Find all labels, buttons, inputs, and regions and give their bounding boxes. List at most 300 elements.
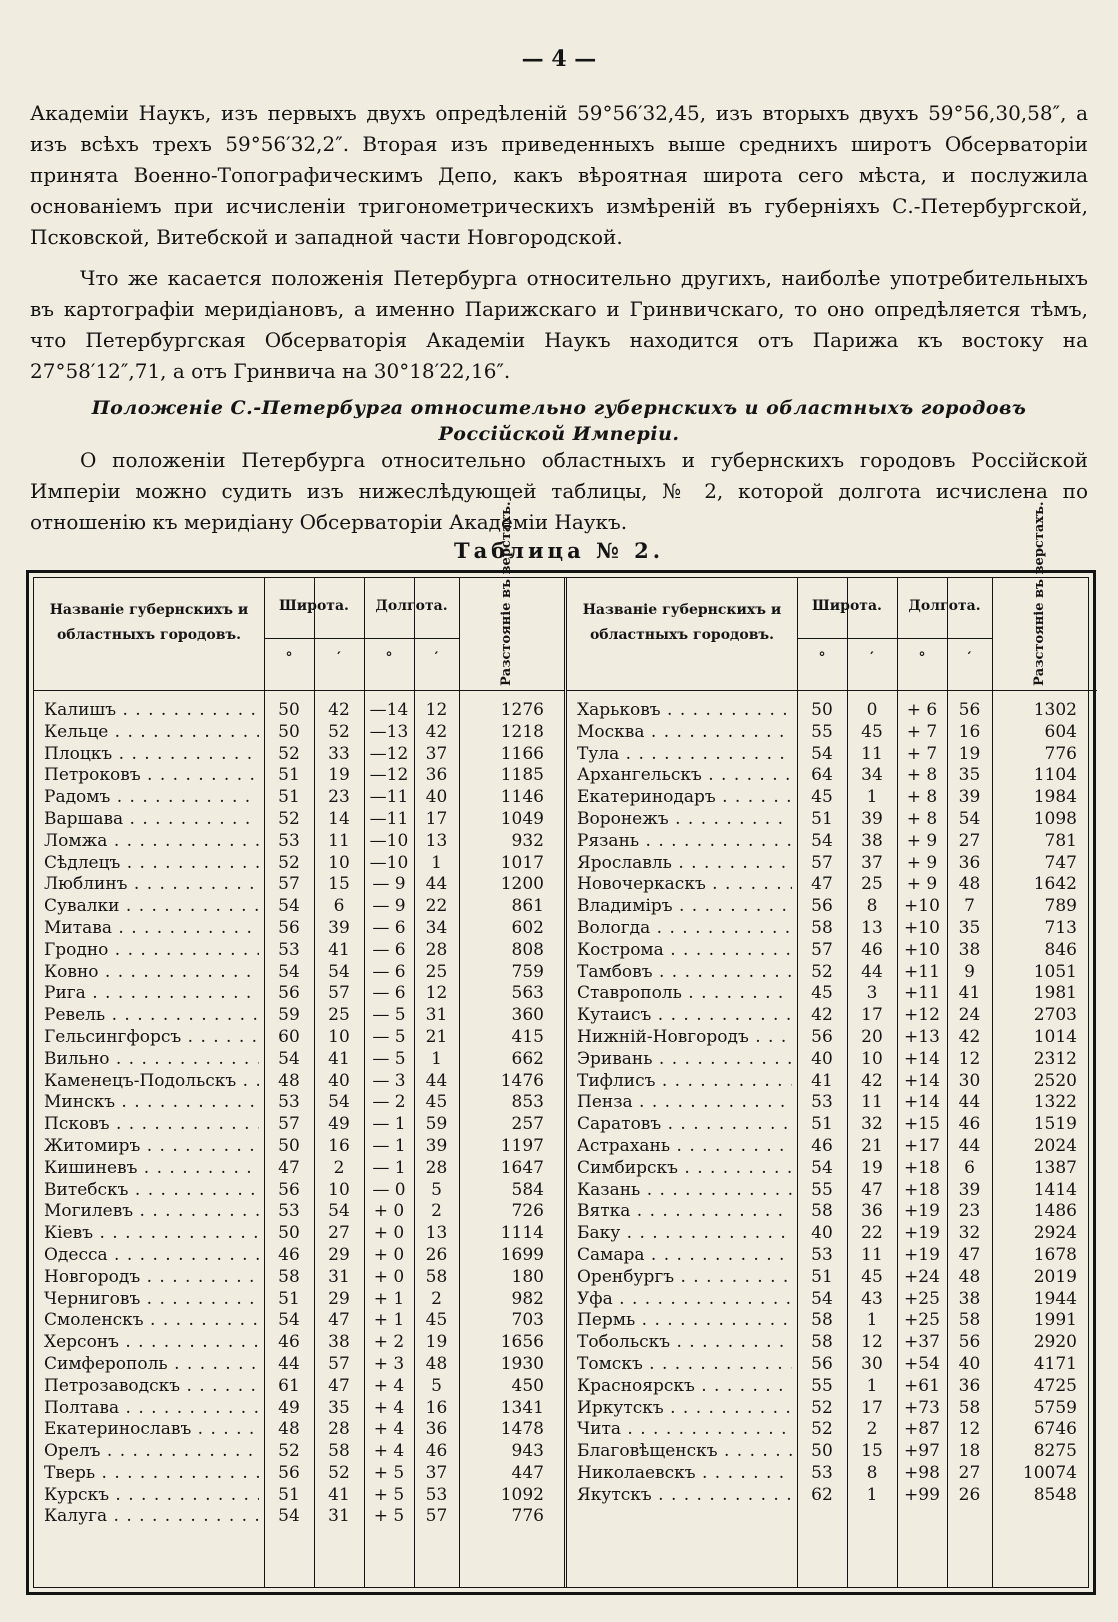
longitude-degrees: + 5 (373, 1506, 405, 1527)
longitude-degrees: +87 (904, 1419, 940, 1440)
longitude-minutes: 37 (425, 1462, 448, 1483)
latitude-degrees: 56 (811, 896, 833, 917)
latitude-degrees: 42 (811, 1005, 833, 1026)
table-row (34, 1049, 564, 1071)
distance-versts: 1014 (1033, 1026, 1077, 1047)
latitude-degrees: 56 (278, 1179, 300, 1200)
table-row (34, 1267, 564, 1289)
table-row (567, 1158, 1097, 1180)
city-name: Черниговъ . . . (44, 1289, 259, 1311)
longitude-degrees: + 8 (906, 765, 938, 786)
longitude-degrees: + 4 (373, 1441, 405, 1462)
distance-versts: 853 (511, 1092, 544, 1113)
table-row (34, 853, 564, 875)
latitude-minutes: 11 (861, 1244, 883, 1265)
latitude-minutes: 19 (861, 1157, 883, 1178)
longitude-minutes: 48 (958, 874, 981, 895)
table-row (567, 1310, 1097, 1332)
longitude-degrees: +11 (904, 983, 940, 1004)
city-name: Плоцкъ . . . (44, 744, 259, 766)
table-row (567, 1267, 1097, 1289)
city-name: Тобольскъ . . . (577, 1332, 792, 1354)
longitude-minutes: 36 (958, 1375, 981, 1396)
city-name: Томскъ . . . (577, 1354, 792, 1376)
latitude-degrees: 51 (278, 1288, 300, 1309)
distance-versts: 1678 (1033, 1244, 1077, 1265)
longitude-degrees: — 5 (372, 1026, 406, 1047)
table-row (34, 1005, 564, 1027)
distance-versts: 1322 (1033, 1092, 1077, 1113)
latitude-minutes: 42 (328, 700, 350, 720)
latitude-minutes: 15 (328, 874, 350, 895)
longitude-minutes: 48 (958, 1266, 981, 1287)
longitude-minutes: 38 (958, 939, 981, 960)
longitude-minutes: 36 (425, 1419, 448, 1440)
distance-versts: 1642 (1033, 874, 1077, 895)
distance-versts: 1114 (500, 1223, 544, 1244)
latitude-minutes: 30 (861, 1353, 883, 1374)
header-longitude: Долгота. (375, 598, 448, 614)
table-row (34, 765, 564, 787)
latitude-minutes: 31 (328, 1266, 350, 1287)
longitude-degrees: + 0 (373, 1201, 405, 1222)
table-row (567, 831, 1097, 853)
longitude-minutes: 26 (425, 1244, 448, 1265)
latitude-minutes: 12 (861, 1332, 883, 1353)
distance-versts: 713 (1044, 917, 1077, 938)
longitude-degrees: +25 (904, 1310, 940, 1331)
latitude-degrees: 58 (811, 917, 833, 938)
latitude-minutes: 15 (861, 1441, 883, 1462)
header-lon-minutes: ′ (967, 650, 972, 666)
latitude-minutes: 21 (861, 1135, 883, 1156)
longitude-minutes: 41 (958, 983, 981, 1004)
longitude-degrees: —11 (369, 787, 409, 808)
distance-versts: 6746 (1033, 1419, 1077, 1440)
latitude-minutes: 49 (328, 1114, 350, 1135)
longitude-minutes: 5 (431, 1375, 442, 1396)
longitude-degrees: +11 (904, 961, 940, 982)
city-name: Баку . . . (577, 1223, 792, 1245)
city-name: Калуга . . . (44, 1506, 259, 1528)
latitude-minutes: 8 (866, 896, 878, 917)
latitude-degrees: 59 (278, 1005, 300, 1026)
header-lat-degrees: ° (285, 650, 293, 666)
table-body (34, 700, 564, 1528)
table-row (34, 1289, 564, 1311)
latitude-minutes: 32 (861, 1114, 883, 1135)
city-name: Псковъ . . . (44, 1114, 259, 1136)
city-name: Митава . . . (44, 918, 259, 940)
latitude-minutes: 10 (328, 1026, 350, 1047)
header-lon-degrees: ° (385, 650, 393, 666)
distance-versts: 1476 (500, 1070, 544, 1091)
subheader-divider (797, 638, 992, 639)
distance-versts: 1387 (1033, 1157, 1077, 1178)
longitude-degrees: + 0 (373, 1266, 405, 1287)
longitude-degrees: + 7 (906, 743, 938, 764)
longitude-minutes: 19 (425, 1332, 448, 1353)
longitude-minutes: 39 (958, 1179, 981, 1200)
longitude-degrees: +25 (904, 1288, 940, 1309)
table-row (34, 1506, 564, 1528)
latitude-degrees: 50 (278, 1135, 300, 1156)
city-name: Симбирскъ . . . (577, 1158, 792, 1180)
city-name: Одесса . . . (44, 1245, 259, 1267)
longitude-minutes: 13 (425, 1223, 448, 1244)
longitude-degrees: +14 (904, 1070, 940, 1091)
latitude-degrees: 40 (811, 1048, 833, 1069)
longitude-minutes: 21 (425, 1026, 448, 1047)
latitude-degrees: 55 (811, 1179, 833, 1200)
distance-versts: 1930 (500, 1353, 544, 1374)
latitude-minutes: 29 (328, 1288, 350, 1309)
table-row (567, 722, 1097, 744)
latitude-minutes: 1 (866, 787, 878, 808)
distance-versts: 1197 (500, 1135, 544, 1156)
city-name: Сувалки . . . (44, 896, 259, 918)
latitude-degrees: 49 (278, 1397, 300, 1418)
latitude-degrees: 60 (278, 1026, 300, 1047)
latitude-degrees: 48 (278, 1070, 300, 1091)
latitude-minutes: 17 (861, 1397, 883, 1418)
longitude-degrees: — 5 (372, 1048, 406, 1069)
city-name: Гродно . . . (44, 940, 259, 962)
latitude-minutes: 39 (328, 917, 350, 938)
latitude-degrees: 53 (278, 1092, 300, 1113)
longitude-minutes: 56 (958, 1332, 981, 1353)
latitude-degrees: 53 (811, 1244, 833, 1265)
latitude-minutes: 52 (328, 721, 350, 742)
latitude-minutes: 54 (328, 1201, 350, 1222)
longitude-degrees: +24 (904, 1266, 940, 1287)
longitude-minutes: 30 (958, 1070, 981, 1091)
distance-versts: 759 (511, 961, 544, 982)
latitude-degrees: 45 (811, 983, 833, 1004)
latitude-minutes: 52 (328, 1462, 350, 1483)
longitude-minutes: 18 (958, 1441, 981, 1462)
longitude-minutes: 1 (431, 1048, 442, 1069)
longitude-minutes: 5 (431, 1179, 442, 1200)
latitude-degrees: 52 (278, 1441, 300, 1462)
table-row (34, 809, 564, 831)
table-row (567, 1245, 1097, 1267)
city-name: Якутскъ . . . (577, 1485, 792, 1507)
latitude-degrees: 54 (278, 896, 300, 917)
city-name: Вятка . . . (577, 1201, 792, 1223)
table-row (34, 1201, 564, 1223)
longitude-minutes: 56 (958, 700, 981, 720)
distance-versts: 5759 (1033, 1397, 1077, 1418)
distance-versts: 1146 (500, 787, 544, 808)
latitude-minutes: 10 (328, 852, 350, 873)
table-row (567, 1376, 1097, 1398)
distance-versts: 1276 (500, 700, 544, 720)
latitude-degrees: 62 (811, 1484, 833, 1505)
table-row (34, 1245, 564, 1267)
table-row (567, 1180, 1097, 1202)
latitude-degrees: 56 (811, 1026, 833, 1047)
table-row (34, 744, 564, 766)
table-row (567, 1223, 1097, 1245)
latitude-minutes: 10 (328, 1179, 350, 1200)
latitude-minutes: 25 (861, 874, 883, 895)
longitude-degrees: + 5 (373, 1484, 405, 1505)
latitude-minutes: 6 (333, 896, 345, 917)
longitude-degrees: + 9 (906, 874, 938, 895)
table-row (567, 744, 1097, 766)
longitude-degrees: — 1 (372, 1135, 406, 1156)
latitude-degrees: 54 (278, 1310, 300, 1331)
longitude-degrees: — 5 (372, 1005, 406, 1026)
city-name: Кишиневъ . . . (44, 1158, 259, 1180)
table-row (34, 1376, 564, 1398)
distance-versts: 747 (1044, 852, 1077, 873)
longitude-degrees: +73 (904, 1397, 940, 1418)
longitude-degrees: — 6 (372, 939, 406, 960)
latitude-degrees: 50 (278, 700, 300, 720)
table-row (34, 1463, 564, 1485)
longitude-minutes: 42 (958, 1026, 981, 1047)
city-name: Петрозаводскъ . . . (44, 1376, 259, 1398)
distance-versts: 1185 (500, 765, 544, 786)
longitude-degrees: + 6 (906, 700, 938, 720)
latitude-degrees: 50 (278, 1223, 300, 1244)
distance-versts: 1218 (500, 721, 544, 742)
latitude-minutes: 27 (328, 1223, 350, 1244)
longitude-minutes: 27 (958, 1462, 981, 1483)
table-row (567, 1114, 1097, 1136)
longitude-minutes: 1 (431, 852, 442, 873)
longitude-degrees: —11 (369, 808, 409, 829)
header-city-name: Названіе губернскихъ и областныхъ городовъ. (49, 602, 249, 643)
latitude-degrees: 58 (811, 1310, 833, 1331)
distance-versts: 662 (511, 1048, 544, 1069)
latitude-degrees: 51 (811, 808, 833, 829)
distance-versts: 2312 (1033, 1048, 1077, 1069)
longitude-minutes: 2 (431, 1288, 442, 1309)
city-name: Москва . . . (577, 722, 792, 744)
header-city-name: Названіе губернскихъ и областныхъ городовъ. (582, 602, 782, 643)
table-row (567, 1419, 1097, 1441)
header-lat-degrees: ° (818, 650, 826, 666)
longitude-degrees: +61 (904, 1375, 940, 1396)
distance-versts: 1302 (1033, 700, 1077, 720)
city-name: Вильно . . . (44, 1049, 259, 1071)
header-divider (567, 690, 1097, 691)
table-row (34, 1485, 564, 1507)
city-name: Орелъ . . . (44, 1441, 259, 1463)
longitude-degrees: + 7 (906, 721, 938, 742)
latitude-minutes: 38 (328, 1332, 350, 1353)
table-row (34, 831, 564, 853)
city-name: Смоленскъ . . . (44, 1310, 259, 1332)
latitude-degrees: 56 (278, 1462, 300, 1483)
city-name: Кельце . . . (44, 722, 259, 744)
longitude-minutes: 59 (425, 1114, 448, 1135)
latitude-minutes: 2 (866, 1419, 878, 1440)
header-lon-minutes: ′ (434, 650, 439, 666)
longitude-degrees: + 3 (373, 1353, 405, 1374)
latitude-degrees: 47 (278, 1157, 300, 1178)
latitude-minutes: 40 (328, 1070, 350, 1091)
distance-versts: 4171 (1033, 1353, 1077, 1374)
city-name: Минскъ . . . (44, 1092, 259, 1114)
table-row (567, 940, 1097, 962)
longitude-degrees: +17 (904, 1135, 940, 1156)
distance-versts: 776 (1044, 743, 1077, 764)
longitude-minutes: 39 (958, 787, 981, 808)
distance-versts: 1092 (500, 1484, 544, 1505)
distance-versts: 10074 (1022, 1462, 1077, 1483)
longitude-minutes: 17 (425, 808, 448, 829)
distance-versts: 703 (511, 1310, 544, 1331)
city-name: Казань . . . (577, 1180, 792, 1202)
latitude-minutes: 43 (861, 1288, 883, 1309)
longitude-degrees: — 9 (372, 896, 406, 917)
longitude-degrees: +18 (904, 1179, 940, 1200)
longitude-minutes: 35 (958, 917, 981, 938)
table-row (567, 853, 1097, 875)
longitude-minutes: 58 (958, 1397, 981, 1418)
distance-versts: 602 (511, 917, 544, 938)
table-row (567, 1332, 1097, 1354)
distance-versts: 180 (511, 1266, 544, 1287)
longitude-minutes: 19 (958, 743, 981, 764)
latitude-degrees: 50 (811, 1441, 833, 1462)
longitude-minutes: 45 (425, 1310, 448, 1331)
city-name: Уфа . . . (577, 1289, 792, 1311)
latitude-degrees: 51 (811, 1114, 833, 1135)
latitude-minutes: 11 (328, 830, 350, 851)
table-row (567, 1485, 1097, 1507)
latitude-degrees: 54 (278, 1048, 300, 1069)
latitude-minutes: 41 (328, 1048, 350, 1069)
longitude-minutes: 12 (958, 1419, 981, 1440)
distance-versts: 584 (511, 1179, 544, 1200)
distance-versts: 1098 (1033, 808, 1077, 829)
latitude-minutes: 38 (861, 830, 883, 851)
latitude-minutes: 46 (861, 939, 883, 960)
latitude-minutes: 54 (328, 961, 350, 982)
latitude-minutes: 16 (328, 1135, 350, 1156)
latitude-degrees: 41 (811, 1070, 833, 1091)
header-divider (34, 690, 564, 691)
latitude-minutes: 36 (861, 1201, 883, 1222)
distance-versts: 808 (511, 939, 544, 960)
header-lon-degrees: ° (918, 650, 926, 666)
latitude-degrees: 45 (811, 787, 833, 808)
distance-versts: 1984 (1033, 787, 1077, 808)
latitude-degrees: 58 (811, 1201, 833, 1222)
latitude-minutes: 47 (328, 1375, 350, 1396)
latitude-minutes: 20 (861, 1026, 883, 1047)
city-name: Кіевъ . . . (44, 1223, 259, 1245)
table-row (567, 962, 1097, 984)
latitude-degrees: 55 (811, 721, 833, 742)
latitude-minutes: 37 (861, 852, 883, 873)
latitude-degrees: 56 (278, 983, 300, 1004)
latitude-minutes: 23 (328, 787, 350, 808)
city-name: Эривань . . . (577, 1049, 792, 1071)
table-row (34, 874, 564, 896)
table-row (34, 896, 564, 918)
paragraph-intro: Академіи Наукъ, изъ первыхъ двухъ опредѣленій 59°56′32,45, изъ вторыхъ двухъ 59°56,30,58″, а изъ всѣхъ трехъ 59°56′32,2″. Вторая изъ приведенныхъ выше среднихъ широтъ Обсерваторіи принята Военно-Топографическимъ Депо, какъ вѣроятная широта сего мѣста, и послужила основаніемъ при исчисленіи тригонометрическихъ измѣреній въ губерніяхъ С.-Петербургской, Псковской, Витебской и западной части Новгородской. (30, 101, 1088, 249)
city-name: Радомъ . . . (44, 787, 259, 809)
city-name: Благовѣщенскъ . . . (577, 1441, 792, 1463)
table-row (567, 1289, 1097, 1311)
longitude-degrees: + 8 (906, 787, 938, 808)
latitude-degrees: 52 (278, 852, 300, 873)
longitude-minutes: 22 (425, 896, 448, 917)
table-row (34, 1027, 564, 1049)
longitude-degrees: + 9 (906, 852, 938, 873)
latitude-degrees: 56 (278, 917, 300, 938)
city-name: Самара . . . (577, 1245, 792, 1267)
longitude-minutes: 13 (425, 830, 448, 851)
city-name: Иркутскъ . . . (577, 1398, 792, 1420)
latitude-degrees: 44 (278, 1353, 300, 1374)
city-name: Владиміръ . . . (577, 896, 792, 918)
longitude-degrees: +12 (904, 1005, 940, 1026)
distance-versts: 447 (511, 1462, 544, 1483)
distance-versts: 1991 (1033, 1310, 1077, 1331)
city-name: Саратовъ . . . (577, 1114, 792, 1136)
longitude-minutes: 12 (425, 700, 448, 720)
table-row (34, 1092, 564, 1114)
longitude-degrees: —10 (369, 852, 409, 873)
longitude-minutes: 9 (964, 961, 975, 982)
table-row (567, 1005, 1097, 1027)
latitude-degrees: 54 (811, 743, 833, 764)
latitude-degrees: 53 (278, 830, 300, 851)
longitude-degrees: + 4 (373, 1397, 405, 1418)
latitude-minutes: 45 (861, 1266, 883, 1287)
latitude-minutes: 1 (866, 1310, 878, 1331)
distance-versts: 1486 (1033, 1201, 1077, 1222)
distance-versts: 1049 (500, 808, 544, 829)
table-body (567, 700, 1097, 1506)
latitude-degrees: 51 (278, 1484, 300, 1505)
distance-versts: 943 (511, 1441, 544, 1462)
distance-versts: 789 (1044, 896, 1077, 917)
city-name: Тверь . . . (44, 1463, 259, 1485)
city-name: Пенза . . . (577, 1092, 792, 1114)
latitude-minutes: 42 (861, 1070, 883, 1091)
longitude-degrees: +10 (904, 939, 940, 960)
latitude-degrees: 51 (811, 1266, 833, 1287)
longitude-minutes: 26 (958, 1484, 981, 1505)
longitude-degrees: +98 (904, 1462, 940, 1483)
distance-versts: 982 (511, 1288, 544, 1309)
table-row (34, 1180, 564, 1202)
longitude-minutes: 2 (431, 1201, 442, 1222)
distance-versts: 257 (511, 1114, 544, 1135)
table-row (34, 1332, 564, 1354)
latitude-degrees: 58 (278, 1266, 300, 1287)
longitude-degrees: +97 (904, 1441, 940, 1462)
latitude-minutes: 25 (328, 1005, 350, 1026)
latitude-degrees: 55 (811, 1375, 833, 1396)
latitude-minutes: 19 (328, 765, 350, 786)
page-number: — 4 — (521, 46, 597, 72)
longitude-degrees: —12 (369, 765, 409, 786)
table-row (34, 1158, 564, 1180)
distance-versts: 2019 (1033, 1266, 1077, 1287)
table-row (34, 700, 564, 722)
table-row (567, 1027, 1097, 1049)
longitude-degrees: — 3 (372, 1070, 406, 1091)
